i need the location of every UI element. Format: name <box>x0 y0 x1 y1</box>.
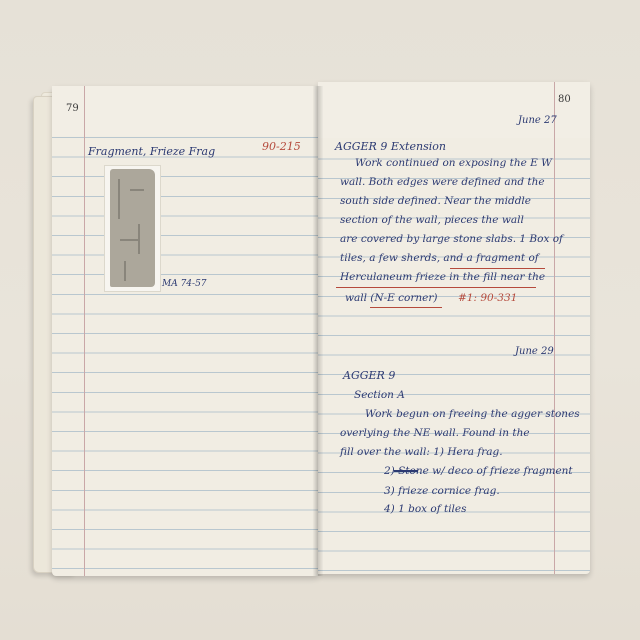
entry-2-line: 2) Stone w/ deco of frieze fragment <box>384 465 573 477</box>
entry-2-line: Work begun on freeing the agger stones <box>365 408 580 420</box>
stone-fragment-image <box>110 169 155 287</box>
margin-line <box>84 86 85 576</box>
entry-1-line: section of the wall, pieces the wall <box>340 214 524 226</box>
entry-2-item: 3) frieze cornice frag. <box>384 485 500 497</box>
entry-1-line: south side defined. Near the middle <box>340 195 532 207</box>
entry-2-line: fill over the wall: 1) Hera frag. <box>340 446 503 458</box>
notebook-gutter <box>313 86 323 576</box>
entry-1-line: are covered by large stone slabs. 1 Box of <box>340 233 563 245</box>
entry-2-item: 4) 1 box of tiles <box>384 503 467 515</box>
artifact-photo <box>104 165 161 292</box>
entry-1-heading: AGGER 9 Extension <box>335 140 446 153</box>
right-page <box>318 82 590 574</box>
entry-2-line: overlying the NE wall. Found in the <box>340 427 530 439</box>
entry-1-line: Herculaneum frieze in the fill near the <box>340 271 546 283</box>
photo-label: MA 74-57 <box>162 279 207 289</box>
entry-1-line: wall. Both edges were defined and the <box>340 176 545 188</box>
page-number-right: 80 <box>558 94 571 105</box>
margin-line <box>554 82 555 574</box>
red-underline <box>370 307 442 308</box>
entry-1-date: June 27 <box>518 115 557 126</box>
entry-1-line: wall (N-E corner) <box>345 292 438 304</box>
entry-1-line: tiles, a few sherds, and a fragment of <box>340 252 539 264</box>
left-page <box>52 86 318 576</box>
entry-2-heading: AGGER 9 <box>343 369 396 382</box>
red-underline <box>336 287 536 288</box>
entry-1-line: Work continued on exposing the E W <box>355 157 552 169</box>
catalog-ref-left: 90-215 <box>262 140 301 153</box>
page-number-left: 79 <box>66 103 79 114</box>
entry-2-date: June 29 <box>515 346 554 357</box>
photo-caption: Fragment, Frieze Frag <box>88 145 216 158</box>
catalog-ref-right: #1: 90-331 <box>458 292 518 304</box>
entry-2-subheading: Section A <box>354 389 405 401</box>
red-underline <box>450 268 545 269</box>
